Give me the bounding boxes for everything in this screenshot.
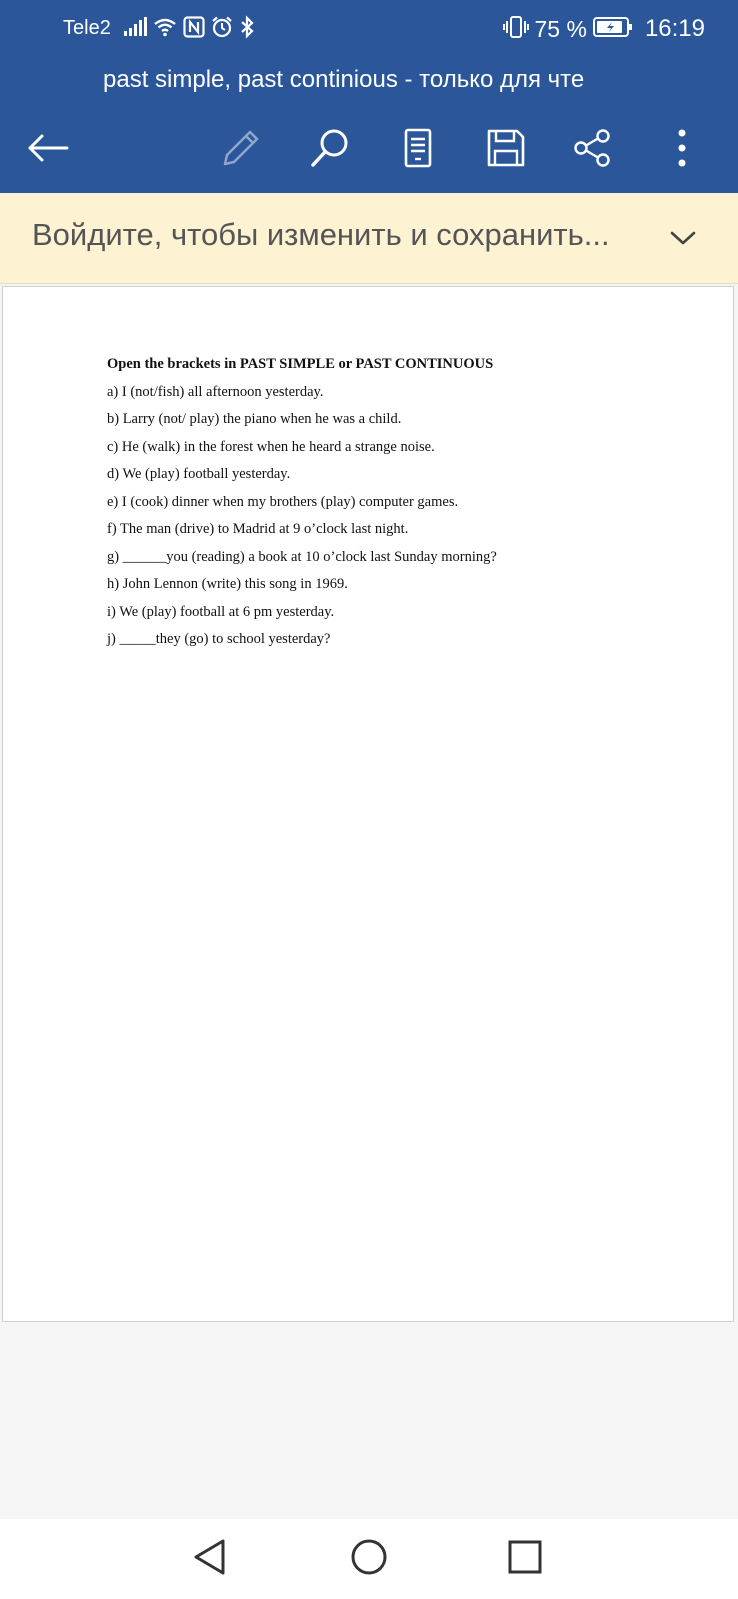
nav-home-button[interactable] xyxy=(346,1536,392,1582)
alarm-icon xyxy=(211,16,233,43)
status-bar xyxy=(0,0,738,58)
exercise-item-b: b) Larry (not/ play) the piano when he was a child. xyxy=(107,411,402,427)
document-title: past simple, past continious - только для чте xyxy=(103,66,585,93)
read-mode-button[interactable] xyxy=(394,126,442,174)
edit-pencil-icon xyxy=(221,128,261,173)
nfc-icon xyxy=(183,16,205,43)
bluetooth-icon xyxy=(239,15,255,44)
nav-recents-icon xyxy=(507,1539,543,1580)
signal-icon xyxy=(123,17,147,42)
wifi-icon xyxy=(153,17,177,42)
exercise-item-g: g) ______you (reading) a book at 10 o’clock last Sunday morning? xyxy=(107,548,497,565)
vibrate-icon xyxy=(503,15,529,44)
save-icon xyxy=(486,128,526,173)
nav-home-icon xyxy=(349,1537,389,1582)
read-mode-icon xyxy=(402,128,434,173)
system-nav-bar xyxy=(0,1519,738,1599)
edit-button[interactable] xyxy=(217,126,265,174)
status-icons-left xyxy=(123,16,255,42)
nav-back-icon xyxy=(191,1537,227,1582)
exercise-item-c: c) He (walk) in the forest when he heard a strange noise. xyxy=(107,438,435,455)
exercise-item-h: h) John Lennon (write) this song in 1969. xyxy=(107,576,348,592)
share-button[interactable] xyxy=(569,126,617,174)
exercise-item-d: d) We (play) football yesterday. xyxy=(107,466,291,482)
app-header xyxy=(0,0,738,193)
more-options-button[interactable] xyxy=(658,126,706,174)
search-button[interactable] xyxy=(306,126,354,174)
status-right xyxy=(503,14,706,44)
document-page[interactable] xyxy=(2,286,734,1322)
nav-back-button[interactable] xyxy=(186,1536,232,1582)
chevron-down-icon[interactable] xyxy=(668,223,698,253)
clock: 16:19 xyxy=(644,15,705,42)
exercise-item-a: a) I (not/fish) all afternoon yesterday. xyxy=(107,383,324,400)
toolbar xyxy=(0,120,738,180)
exercise-item-e: e) I (cook) dinner when my brothers (play) computer games. xyxy=(107,493,459,510)
share-icon xyxy=(573,128,613,173)
exercise-item-j: j) _____they (go) to school yesterday? xyxy=(107,631,331,647)
signin-banner[interactable] xyxy=(0,193,738,284)
nav-recents-button[interactable] xyxy=(502,1536,548,1582)
more-options-icon xyxy=(676,128,688,173)
exercise-heading: Open the brackets in PAST SIMPLE or PAST CONTINUOUS xyxy=(107,356,494,372)
back-arrow-icon xyxy=(27,133,69,168)
search-icon xyxy=(309,127,351,174)
document-viewport[interactable] xyxy=(0,284,738,1519)
carrier-name: Tele2 xyxy=(63,17,111,39)
save-button[interactable] xyxy=(482,126,530,174)
signin-banner-text: Войдите, чтобы изменить и сохранить... xyxy=(32,217,610,252)
battery-icon xyxy=(593,16,633,43)
battery-percent: 75 % xyxy=(534,15,587,42)
document-content xyxy=(107,354,667,657)
back-button[interactable] xyxy=(24,126,72,174)
exercise-item-f: f) The man (drive) to Madrid at 9 o’clock last night. xyxy=(107,521,409,537)
exercise-item-i: i) We (play) football at 6 pm yesterday. xyxy=(107,603,335,620)
